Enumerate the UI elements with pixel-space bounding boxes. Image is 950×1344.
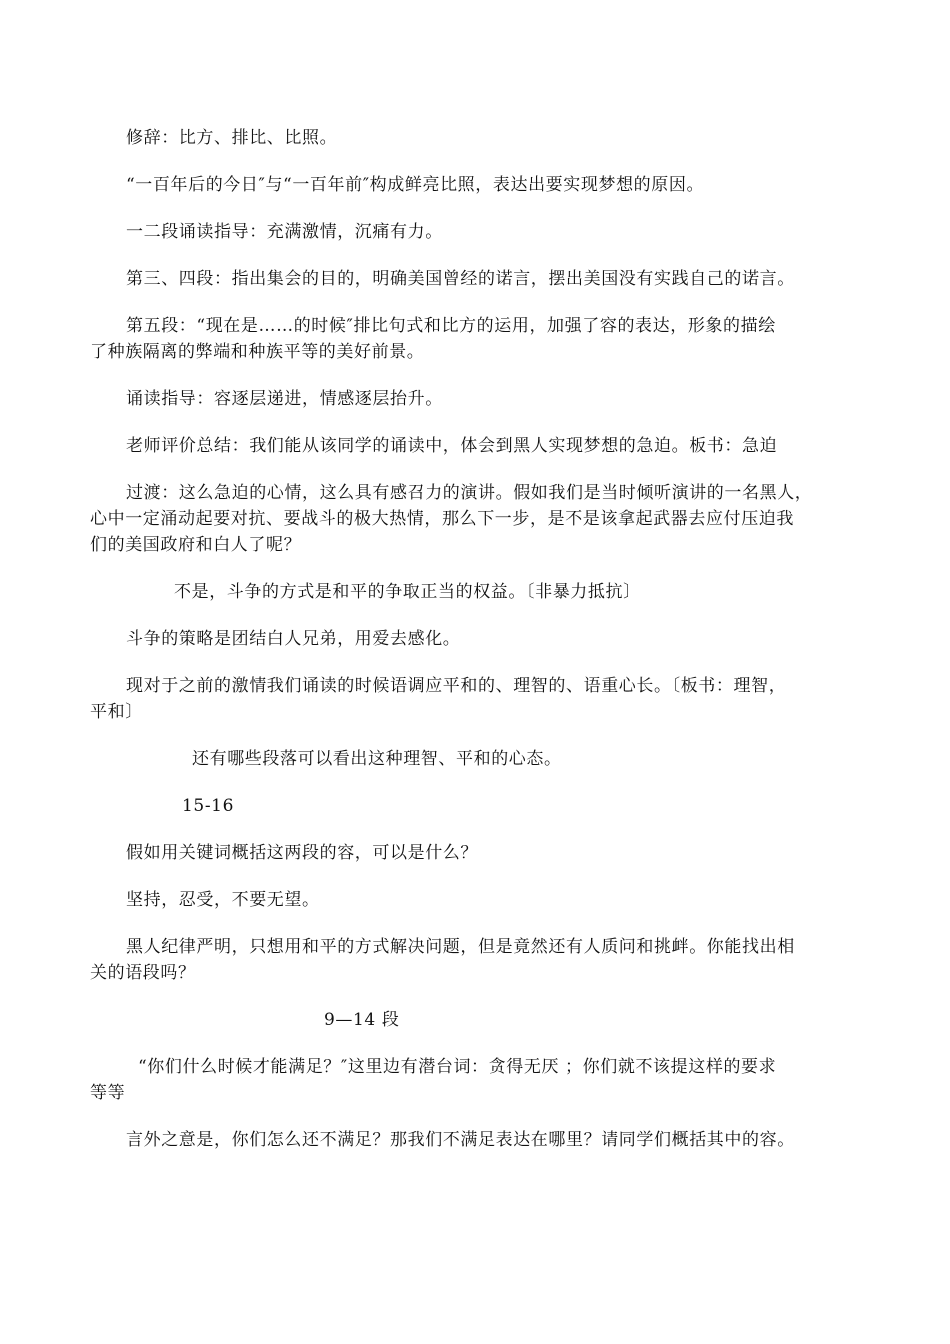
paragraph-discipline-line-2: 关的语段吗？ [90,963,196,983]
paragraph-keywords-answer: 坚持，忍受，不要无望。 [126,890,320,910]
paragraph-section-range-15-16: 15-16 [182,796,235,816]
paragraph-section-5-line-1: 第五段：“现在是……的时候″排比句式和比方的运用，加强了容的表达，形象的描绘 [126,316,776,336]
paragraph-section-5-line-2: 了种族隔离的弊端和种族平等的美好前景。 [90,342,425,362]
paragraph-transition-line-3: 们的美国政府和白人了呢？ [90,535,302,555]
paragraph-transition-line-2: 心中一定涌动起要对抗、要战斗的极大热情，那么下一步，是不是该拿起武器去应付压迫我 [90,509,794,529]
paragraph-nonviolence: 不是，斗争的方式是和平的争取正当的权益。〔非暴力抵抗〕 [174,582,641,602]
paragraph-subtext-line-2: 等等 [90,1083,126,1103]
paragraph-strategy: 斗争的策略是团结白人兄弟，用爱去感化。 [126,629,461,649]
paragraph-tone-line-2: 平和〕 [90,702,143,722]
paragraph-reading-guide: 诵读指导：容逐层递进，情感逐层抬升。 [126,389,443,409]
paragraph-other-sections: 还有哪些段落可以看出这种理智、平和的心态。 [192,749,562,769]
paragraph-section-range-9-14: 9—14 段 [324,1010,400,1030]
paragraph-keywords-question: 假如用关键词概括这两段的容，可以是什么？ [126,843,478,863]
paragraph-sections-3-4: 第三、四段：指出集会的目的，明确美国曾经的诺言，摆出美国没有实践自己的诺言。 [126,269,795,289]
paragraph-teacher-summary: 老师评价总结：我们能从该同学的诵读中，体会到黑人实现梦想的急迫。板书：急迫 [126,436,778,456]
paragraph-subtext-line-1: “你们什么时候才能满足？″这里边有潜台词：贪得无厌 ；你们就不该提这样的要求 [138,1057,777,1077]
paragraph-discipline-line-1: 黑人纪律严明，只想用和平的方式解决问题，但是竟然还有人质问和挑衅。你能找出相 [126,937,795,957]
paragraph-transition-line-1: 过渡：这么急迫的心情，这么具有感召力的演讲。假如我们是当时倾听演讲的一名黑人， [126,483,813,503]
paragraph-reading-guide-1-2: 一二段诵读指导：充满激情，沉痛有力。 [126,222,443,242]
paragraph-implication: 言外之意是，你们怎么还不满足？那我们不满足表达在哪里？请同学们概括其中的容。 [126,1130,795,1150]
paragraph-tone-line-1: 现对于之前的激情我们诵读的时候语调应平和的、理智的、语重心长。〔板书：理智， [126,676,787,696]
paragraph-rhetoric: 修辞：比方、排比、比照。 [126,128,338,148]
paragraph-contrast: “一百年后的今日″与“一百年前″构成鲜亮比照，表达出要实现梦想的原因。 [126,175,705,195]
